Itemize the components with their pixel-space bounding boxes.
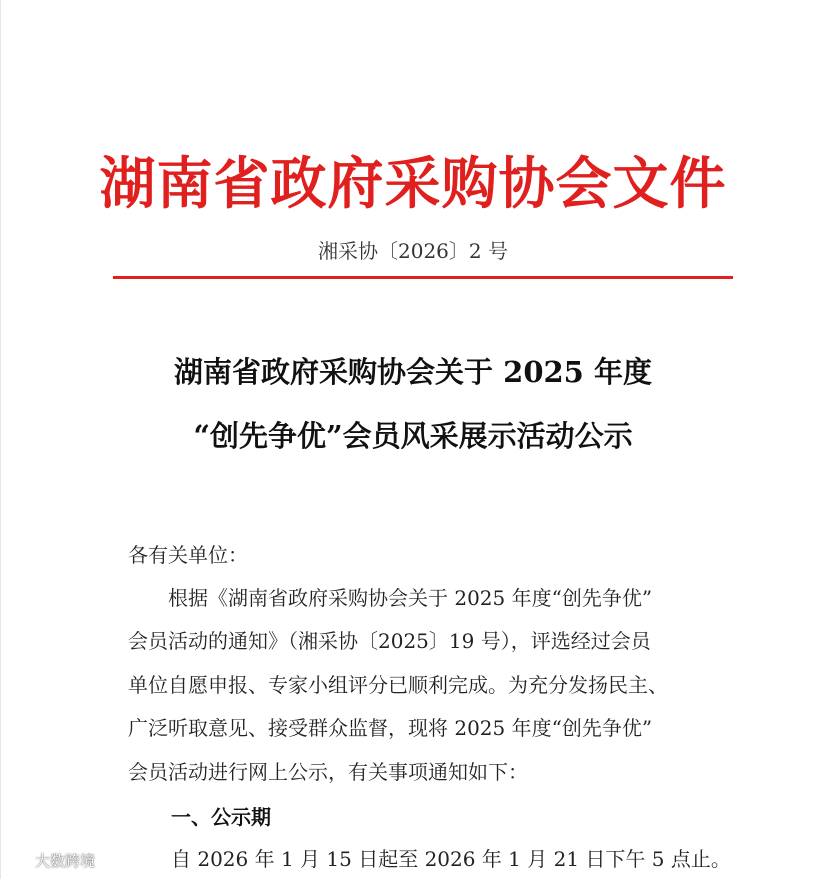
paragraph-line: 根据《湖南省政府采购协会关于 2025 年度“创先争优” [128,586,653,610]
document-header-title: 湖南省政府采购协会文件 [99,151,727,217]
watermark-text: 大数跨境 [35,852,96,870]
document-number: 湘采协〔2026〕2 号 [318,239,508,263]
notice-title-line-1: 湖南省政府采购协会关于 2025 年度 [174,355,652,389]
section-heading-publicity-period: 一、公示期 [171,805,271,829]
salutation: 各有关单位： [128,543,248,567]
paragraph-line: 会员活动的通知》（湘采协〔2025〕19 号），评选经过会员 [128,629,651,653]
publicity-period-text: 自 2026 年 1 月 15 日起至 2026 年 1 月 21 日下午 5 点止。 [171,847,731,871]
paragraph-line: 广泛听取意见、接受群众监督，现将 2025 年度“创先争优” [128,716,653,740]
watermark [9,850,95,871]
notice-title-line-2: “创先争优”会员风采展示活动公示 [193,419,633,453]
paragraph-line: 会员活动进行网上公示，有关事项通知如下： [128,760,528,784]
watermark-logo-icon [9,851,31,871]
header-red-rule [113,276,733,279]
paragraph-line: 单位自愿申报、专家小组评分已顺利完成。为充分发扬民主、 [128,673,668,697]
